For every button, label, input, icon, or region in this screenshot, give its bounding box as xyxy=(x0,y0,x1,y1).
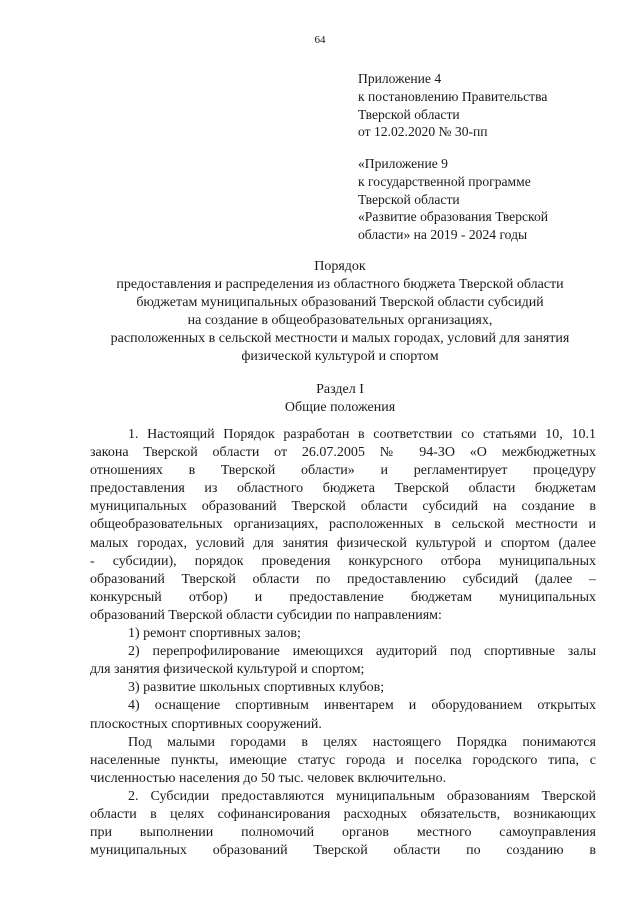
body-line: муниципальных образований Тверской области по созданию в xyxy=(90,843,596,859)
document-title xyxy=(70,258,610,366)
appendix-sub-line: к государственной программе xyxy=(358,173,531,189)
page-number: 64 xyxy=(314,34,326,46)
section-number: Раздел I xyxy=(316,382,364,397)
appendix-header xyxy=(358,70,598,141)
body-line: закона Тверской области от 26.07.2005 № 94-ЗО «О межбюджетных xyxy=(90,445,596,461)
appendix-sub-line: «Развитие образования Тверской xyxy=(358,209,549,225)
body-line: области в целях софинансирования расходных обязательств, возникающих xyxy=(90,806,596,822)
appendix-sub-line: области» на 2019 - 2024 годы xyxy=(358,227,528,243)
body-line: плоскостных спортивных сооружений. xyxy=(90,716,322,732)
title-line: предоставления и распределения из областного бюджета Тверской области xyxy=(116,277,564,292)
body-line: конкурсный отбор) и предоставление бюджетам муниципальных xyxy=(90,589,596,605)
title-line: физической культурой и спортом xyxy=(241,349,439,364)
body-line: 3) развитие школьных спортивных клубов; xyxy=(128,680,385,696)
body-line: Под малыми городами в целях настоящего Порядка понимаются xyxy=(128,734,596,750)
appendix-line: Приложение 4 xyxy=(358,71,442,86)
body-line: образований Тверской области по предоставлению субсидий (далее – xyxy=(90,571,596,587)
section-heading xyxy=(70,381,610,417)
body-line: муниципальных образований Тверской области субсидий на создание в xyxy=(90,499,596,515)
body-line: образований Тверской области субсидии по направлениям: xyxy=(90,607,442,623)
appendix-sub-line: Тверской области xyxy=(358,191,460,207)
appendix-line: от 12.02.2020 № 30-пп xyxy=(358,124,488,140)
body-line: 4) оснащение спортивным инвентарем и оборудованием открытых xyxy=(128,698,596,714)
body-line: 1) ремонт спортивных залов; xyxy=(128,626,301,642)
body-line: при выполнении полномочий органов местного самоуправления xyxy=(90,825,596,841)
body-line: - субсидии), порядок проведения конкурсного отбора муниципальных xyxy=(90,553,596,569)
body-line: малых городах, условий для занятия физической культурой и спортом (далее xyxy=(90,535,596,551)
body-text xyxy=(90,426,596,860)
title-line: бюджетам муниципальных образований Тверской области субсидий xyxy=(136,295,544,310)
body-line: предоставления из областного бюджета Тверской области бюджетам xyxy=(90,481,596,497)
appendix-sub xyxy=(358,155,598,244)
title-line: расположенных в сельской местности и малых городах, условий для занятия xyxy=(110,331,570,346)
body-line: 1. Настоящий Порядок разработан в соответствии со статьями 10, 10.1 xyxy=(128,427,596,442)
section-name: Общие положения xyxy=(284,400,396,415)
title-line: Порядок xyxy=(314,259,366,274)
body-line: 2) перепрофилирование имеющихся аудиторий под спортивные залы xyxy=(128,644,596,660)
appendix-sub-line: «Приложение 9 xyxy=(358,156,448,171)
body-line: населенные пункты, имеющие статус города и поселка городского типа, с xyxy=(90,752,596,768)
body-line: для занятия физической культурой и спортом; xyxy=(90,662,365,678)
appendix-line: Тверской области xyxy=(358,106,460,122)
body-line: численностью населения до 50 тыс. человек включительно. xyxy=(90,770,447,786)
appendix-line: к постановлению Правительства xyxy=(358,88,548,104)
body-line: отношениях в Тверской области» и регламентирует процедуру xyxy=(90,463,596,479)
body-line: 2. Субсидии предоставляются муниципальным образованиям Тверской xyxy=(128,788,596,804)
body-line: общеобразовательных организациях, расположенных в сельской местности и xyxy=(90,517,596,533)
title-line: на создание в общеобразовательных организациях, xyxy=(187,313,493,328)
